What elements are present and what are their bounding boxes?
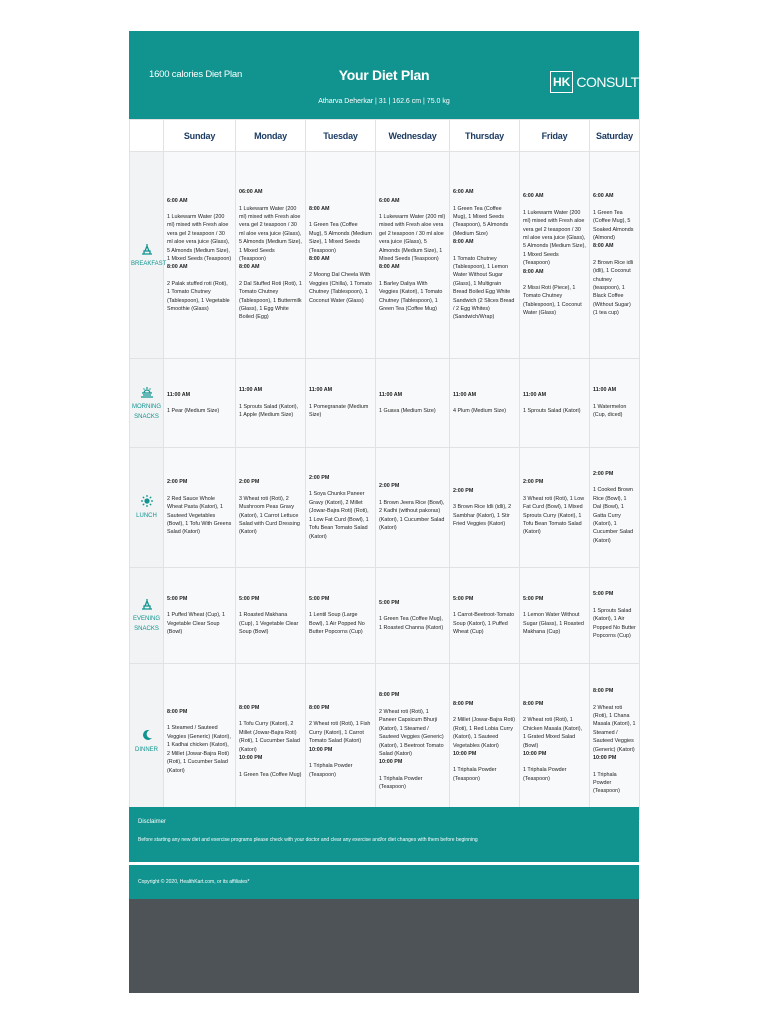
meal-food: 1 Barley Daliya With Veggies (Katori), 1 Tomato Chutney (Tablespoon), 1 Green Tea (Coffee Mug): [379, 280, 443, 313]
meal-entry: [593, 590, 636, 640]
meal-time: 2:00 PM: [309, 475, 330, 482]
copyright-text: Copyright © 2020, HealthKart.com, or its affiliates*: [138, 879, 250, 885]
meal-food: 2 Wheat roti (Roti), 1 Fish Curry (Katori), 1 Carrot Tomato Salad (Katori): [309, 721, 371, 745]
meal-time: 2:00 PM: [523, 479, 544, 486]
meal-cell: [376, 359, 450, 448]
meal-time: 8:00 PM: [309, 705, 330, 712]
meal-food: 1 Sprouts Salad (Katori): [523, 408, 581, 414]
meal-cell: [450, 664, 520, 820]
meal-cell: [306, 359, 376, 448]
meal-time: 8:00 PM: [523, 700, 544, 707]
meal-time: 2:00 PM: [239, 479, 260, 486]
meal-cell: [306, 152, 376, 359]
meal-cell: [164, 359, 236, 448]
meal-cell: [164, 448, 236, 568]
meal-entry: [379, 197, 446, 264]
meal-time: 5:00 PM: [523, 595, 544, 602]
meal-food: 1 Steamed / Sauteed Veggies (Generic) (Katori), 1 Kadhai chicken (Katori), 2 Millet (Jowar-Bajra Roti) (Roti), 1 Cucumber Salad (Katori): [167, 725, 231, 774]
meal-entry: [239, 263, 302, 321]
meal-cell: [590, 568, 640, 664]
meal-row: [130, 568, 640, 664]
meal-row: [130, 664, 640, 820]
meal-food: 1 Brown Jeera Rice (Bowl), 2 Kadhi (without pakoras) (Katori), 1 Cucumber Salad (Katori): [379, 499, 445, 532]
meal-cell: [376, 664, 450, 820]
logo-box: HK: [550, 71, 573, 93]
meal-food: 1 Green Tea (Coffee Mug), 1 Mixed Seeds (Teaspoon), 5 Almonds (Medium Size): [453, 205, 509, 237]
meal-entry: [309, 255, 372, 305]
meal-time: 5:00 PM: [309, 595, 330, 602]
meal-cell: [236, 152, 306, 359]
meal-entry: [309, 386, 372, 419]
meal-time: 2:00 PM: [167, 479, 188, 486]
meal-time: 8:00 PM: [239, 705, 260, 712]
meal-food: 3 Wheat roti (Roti), 2 Mushroom Peas Gravy (Katori), 1 Carrot Lettuce Salad with Curd Dressing (Katori): [239, 495, 300, 536]
meal-time: 8:00 PM: [167, 709, 188, 716]
meal-time: 11:00 AM: [453, 391, 477, 398]
meal-food: 1 Sprouts Salad (Katori), 1 Air Popped No Butter Popcorns (Cup): [593, 607, 636, 640]
meal-food: 1 Lemon Water Without Sugar (Glass), 1 Roasted Makhana (Cup): [523, 612, 584, 635]
meal-label: DINNER: [134, 747, 158, 753]
meal-food: 2 Wheat roti (Roti), 1 Paneer Capsicum Bhurji (Katori), 1 Steamed / Sauteed Veggies (Generic) (Katori), 1 Beetroot Tomato Salad (Katori): [379, 708, 444, 757]
disclaimer-heading: Disclaimer: [138, 819, 167, 825]
meal-entry: [453, 487, 516, 529]
meal-entry: [593, 242, 636, 317]
meal-entry: [167, 263, 232, 313]
meal-entry: [167, 478, 232, 536]
meal-time: 2:00 PM: [593, 470, 614, 477]
meal-entry: [379, 758, 446, 791]
meal-food: 1 Puffed Wheat (Cup), 1 Vegetable Clear Soup (Bowl): [167, 612, 226, 635]
meal-cell: [450, 359, 520, 448]
meal-time: 8:00 AM: [523, 268, 544, 275]
lunch-icon: [140, 494, 154, 508]
meal-time: 11:00 AM: [379, 391, 403, 398]
meal-food: 3 Brown Rice Idli (idli), 2 Sambhar (Katori), 1 Stir Fried Veggies (Katori): [453, 504, 512, 527]
meal-entry: [523, 391, 586, 416]
meal-food: 4 Plum (Medium Size): [453, 408, 507, 414]
meal-food: 1 Lukewarm Water (200 ml) mixed with Fresh aloe vera gel 2 teaspoon / 30 ml aloe vera juice (Glass), 5 Almonds (Medium Size), 1 Mixed Seeds (Teaspoon): [523, 209, 586, 267]
meal-entry: [239, 188, 302, 263]
meal-food: 1 Carrot-Beetroot-Tomato Soup (Katori), 1 Puffed Wheat (Cup): [453, 612, 515, 635]
meal-time: 11:00 AM: [167, 391, 191, 398]
meal-label: MORNING SNACKS: [132, 403, 161, 420]
meal-food: 1 Lukewarm Water (200 ml) mixed with Fresh aloe vera gel 2 teaspoon / 30 ml aloe vera juice (Glass), 5 Almonds (Medium Size), 1 Mixed Seeds (Teaspoon): [239, 205, 302, 262]
meal-food: 1 Lukewarm Water (200 ml) mixed with Fresh aloe vera gel 2 teaspoon / 30 ml aloe vera juice (Glass), 5 Almonds (Medium Size), 1 Mixed Seeds (Teaspoon): [167, 213, 232, 262]
meal-entry: [239, 595, 302, 637]
meal-cell: [520, 664, 590, 820]
meal-food: 2 Dal Stuffed Roti (Roti), 1 Tomato Chutney (Tablespoon), 1 Buttermilk (Glass), 1 Egg White Boiled (Egg): [239, 280, 302, 321]
meal-food: 1 Green Tea (Coffee Mug), 5 Soaked Almonds (Almond): [593, 209, 634, 241]
meal-food: 1 Triphala Powder (Teaspoon): [379, 775, 423, 791]
day-header: Friday: [520, 120, 590, 152]
meal-label-cell: [130, 359, 164, 448]
meal-entry: [523, 750, 586, 783]
meal-food: 2 Brown Rice idli (idli), 1 Coconut chutney (teaspoon), 1 Black Coffee (Without Sugar) (1 tea cup): [593, 259, 634, 317]
meal-entry: [523, 192, 586, 267]
meal-entry: [167, 708, 232, 775]
meal-cell: [376, 152, 450, 359]
meal-time: 06:00 AM: [239, 189, 263, 196]
meal-time: 8:00 AM: [453, 239, 474, 246]
meal-entry: [453, 700, 516, 750]
day-header: Wednesday: [376, 120, 450, 152]
day-header: Thursday: [450, 120, 520, 152]
meal-label: LUNCH: [136, 513, 157, 519]
meal-entry: [167, 197, 232, 264]
meal-entry: [523, 478, 586, 536]
meal-time: 8:00 AM: [379, 264, 400, 271]
meal-food: 1 Green Tea (Coffee Mug), 1 Roasted Channa (Katori): [379, 616, 444, 631]
meal-entry: [453, 391, 516, 416]
hk-consult-logo: [550, 70, 639, 93]
meal-time: 8:00 AM: [593, 243, 614, 250]
meal-time: 5:00 PM: [593, 591, 614, 598]
meal-entry: [523, 700, 586, 750]
meal-cell: [306, 568, 376, 664]
plan-header: [129, 31, 639, 119]
meal-cell: [450, 448, 520, 568]
corner-cell: [130, 120, 164, 152]
meal-time: 5:00 PM: [379, 599, 400, 606]
meal-time: 10:00 PM: [239, 755, 263, 762]
meal-time: 10:00 PM: [379, 759, 403, 766]
meal-time: 10:00 PM: [593, 755, 617, 762]
morning-snacks-icon: [140, 385, 154, 399]
meal-entry: [453, 188, 516, 238]
meal-cell: [590, 448, 640, 568]
meal-food: 1 Triphala Powder (Teaspoon): [593, 771, 620, 795]
meal-food: 2 Wheat roti (Roti), 1 Chicken Masala (Katori), 1 Grated Mixed Salad (Bowl): [523, 717, 583, 749]
meal-entry: [379, 691, 446, 758]
meal-time: 11:00 AM: [309, 387, 333, 394]
meal-cell: [376, 568, 450, 664]
meal-cell: [520, 448, 590, 568]
meal-food: 1 Pear (Medium Size): [167, 408, 220, 414]
meal-entry: [167, 391, 232, 416]
day-header-row: [130, 120, 640, 152]
meal-row: [130, 448, 640, 568]
meal-entry: [379, 599, 446, 632]
meal-cell: [590, 664, 640, 820]
meal-food: 2 Red Sauce Whole Wheat Pasta (Katori), 1 Sauteed Vegetables (Bowl), 1 Tofu With Greens Salad (Katori): [167, 495, 232, 536]
meal-entry: [453, 595, 516, 637]
day-header: Tuesday: [306, 120, 376, 152]
meal-entry: [593, 192, 636, 242]
day-header: Monday: [236, 120, 306, 152]
meal-time: 8:00 PM: [593, 688, 614, 695]
meal-time: 8:00 AM: [239, 264, 260, 271]
meal-time: 8:00 AM: [167, 264, 188, 271]
meal-cell: [520, 359, 590, 448]
meal-cell: [590, 152, 640, 359]
meal-cell: [306, 448, 376, 568]
meal-time: 10:00 PM: [453, 750, 477, 757]
meal-food: 1 Sprouts Salad (Katori), 1 Apple (Medium Size): [239, 403, 299, 419]
meal-time: 8:00 AM: [309, 256, 330, 262]
meal-food: 2 Millet (Jowar-Bajra Roti) (Roti), 1 Red Lobia Curry (Katori), 1 Sauteed Vegetables (Katori): [453, 717, 516, 749]
meal-entry: [239, 478, 302, 536]
meal-time: 8:00 PM: [379, 692, 400, 699]
meal-entry: [167, 595, 232, 637]
meal-entry: [309, 595, 372, 637]
meal-cell: [236, 664, 306, 820]
meal-food: 1 Lukewarm Water (200 ml) mixed with Fresh aloe vera gel 2 teaspoon / 30 ml aloe vera juice (Glass), 5 Almonds (Medium Size), 1 Mixed Seeds (Teaspoon): [379, 213, 446, 262]
meal-time: 10:00 PM: [309, 746, 333, 753]
dinner-icon: [140, 728, 154, 742]
meal-food: 1 Cooked Brown Rice (Bowl), 1 Dal (Bowl), 1 Gatta Curry (Katori), 1 Cucumber Salad (Katori): [593, 487, 634, 544]
meal-food: 1 Lentil Soup (Large Bowl), 1 Air Popped No Butter Popcorns (Cup): [309, 612, 365, 635]
disclaimer-banner: [129, 807, 639, 862]
logo-text: CONSULT: [576, 73, 639, 90]
footer-panel: [129, 899, 639, 993]
meal-time: 11:00 AM: [593, 387, 617, 394]
meal-cell: [520, 152, 590, 359]
client-details: Atharva Deherkar | 31 | 162.6 cm | 75.0 kg: [318, 98, 450, 105]
meal-time: 11:00 AM: [239, 387, 263, 394]
meal-row: [130, 359, 640, 448]
meal-entry: [379, 391, 446, 416]
meal-food: 1 Roasted Makhana (Cup), 1 Vegetable Clear Soup (Bowl): [239, 612, 299, 635]
meal-food: 1 Green Tea (Coffee Mug), 5 Almonds (Medium Size), 1 Mixed Seeds (Teaspoon): [309, 222, 372, 254]
meal-label-cell: [130, 568, 164, 664]
meal-entry: [239, 386, 302, 419]
breakfast-icon: [140, 242, 154, 256]
meal-cell: [306, 664, 376, 820]
meal-entry: [453, 750, 516, 783]
meal-food: 1 Tofu Curry (Katori), 2 Millet (Jowar-Bajra Roti) (Roti), 1 Cucumber Salad (Katori): [239, 721, 300, 753]
meal-entry: [239, 754, 302, 779]
meal-entry: [593, 386, 636, 419]
meal-food: 2 Missi Roti (Piece), 1 Tomato Chutney (Tablespoon), 1 Coconut Water (Glass): [523, 285, 582, 317]
meal-cell: [164, 664, 236, 820]
meal-label-cell: [130, 664, 164, 820]
meal-food: 1 Triphala Powder (Teaspoon): [523, 767, 567, 782]
meal-label: BREAKFAST: [131, 260, 167, 267]
meal-cell: [376, 448, 450, 568]
meal-time: 8:00 PM: [453, 700, 474, 707]
meal-entry: [309, 704, 372, 746]
meal-food: 3 Wheat roti (Roti), 1 Low Fat Curd (Bowl), 1 Mixed Sprouts Curry (Katori), 1 Tofu Bean Tomato Salad (Katori): [523, 495, 585, 536]
meal-time: 6:00 AM: [593, 193, 614, 200]
meal-time: 6:00 AM: [167, 197, 188, 204]
page-title: Your Diet Plan: [338, 67, 430, 83]
meal-time: 2:00 PM: [379, 483, 400, 490]
meal-entry: [523, 268, 586, 318]
disclaimer-text: Before starting any new diet and exercise programs please check with your doctor and clear any exercise and/or diet changes with them before beginning: [138, 837, 478, 843]
meal-entry: [309, 474, 372, 541]
meal-food: 1 Pomegranate (Medium Size): [309, 403, 369, 419]
meal-cell: [236, 448, 306, 568]
meal-cell: [164, 152, 236, 359]
meal-entry: [309, 205, 372, 255]
meal-food: 2 Palak stuffed roti (Roti), 1 Tomato Chutney (Tablespoon), 1 Vegetable Smoothie (Glass): [167, 280, 230, 313]
day-header: Saturday: [590, 120, 640, 152]
meal-food: 1 Watermelon (Cup, diced): [593, 403, 627, 419]
meal-food: 1 Triphala Powder (Teaspoon): [453, 767, 497, 782]
meal-entry: [379, 263, 446, 313]
meal-time: 8:00 AM: [309, 205, 330, 212]
meal-entry: [309, 746, 372, 779]
meal-cell: [164, 568, 236, 664]
meal-entry: [593, 687, 636, 754]
meal-entry: [239, 704, 302, 754]
meal-food: 2 Moong Dal Cheela With Veggies (Chilla), 1 Tomato Chutney (Tablespoon), 1 Coconut Water (Glass): [309, 272, 372, 304]
meal-label-cell: [130, 152, 167, 359]
meal-time: 5:00 PM: [453, 595, 474, 602]
meal-time: 11:00 AM: [523, 391, 547, 398]
meal-time: 5:00 PM: [239, 595, 260, 602]
meal-entry: [453, 238, 516, 322]
meal-food: 1 Soya Chunks Paneer Gravy (Katori), 2 Millet (Jowar-Bajra Roti) (Roti), 1 Low Fat Curd (Bowl), 1 Tofu Bean Tomato Salad (Katori): [309, 491, 369, 540]
meal-food: 1 Guava (Medium Size): [379, 408, 436, 414]
meal-cell: [450, 152, 520, 359]
meal-label: EVENING SNACKS: [132, 616, 160, 632]
meal-food: 1 Tomato Chutney (Tablespoon), 1 Lemon Water Without Sugar (Glass), 1 Multigrain Bread Boiled Egg White Sandwich (2 Slices Bread / 2 Egg Whites) (Sandwich/Wrap): [453, 255, 515, 321]
meal-plan-table: [129, 119, 640, 820]
meal-entry: [593, 754, 636, 796]
day-header: Sunday: [164, 120, 236, 152]
calories-plan-label: 1600 calories Diet Plan: [149, 69, 243, 80]
diet-plan-sheet: [129, 31, 639, 993]
meal-time: 6:00 AM: [453, 189, 474, 196]
meal-food: 1 Triphala Powder (Teaspoon): [309, 763, 353, 778]
meal-time: 6:00 AM: [379, 197, 400, 204]
meal-cell: [236, 568, 306, 664]
meal-cell: [236, 359, 306, 448]
meal-entry: [593, 470, 636, 545]
meal-cell: [590, 359, 640, 448]
evening-snacks-icon: [140, 597, 154, 611]
meal-time: 5:00 PM: [167, 595, 188, 602]
meal-label-cell: [130, 448, 164, 568]
copyright-bar: [129, 865, 639, 899]
meal-row: [130, 152, 640, 359]
meal-food: 1 Green Tea (Coffee Mug): [239, 771, 302, 778]
meal-entry: [379, 482, 446, 532]
meal-cell: [520, 568, 590, 664]
meal-time: 10:00 PM: [523, 750, 547, 757]
meal-entry: [523, 595, 586, 637]
meal-cell: [450, 568, 520, 664]
meal-food: 2 Wheat roti (Roti), 1 Chana Masala (Katori), 1 Steamed / Sauteed Veggies (Generic) (Katori): [593, 704, 636, 753]
meal-time: 2:00 PM: [453, 487, 474, 494]
meal-time: 6:00 AM: [523, 193, 544, 200]
